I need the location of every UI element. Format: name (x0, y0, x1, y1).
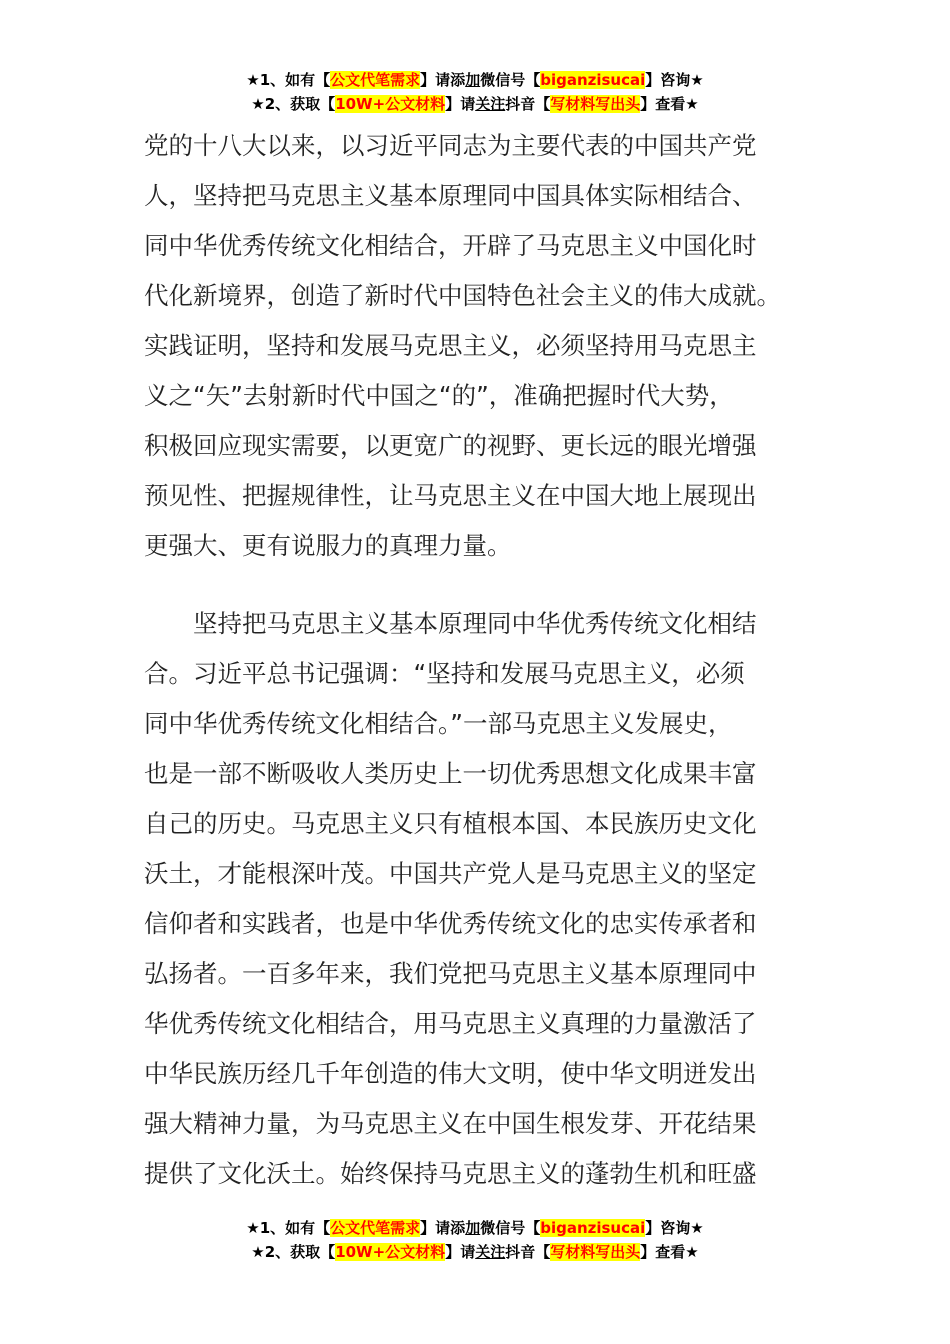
text-line: 预见性、把握规律性，让马克思主义在中国大地上展现出 (144, 481, 757, 510)
text-line: 合。习近平总书记强调：“坚持和发展马克思主义，必须 (144, 659, 745, 688)
banner-highlight: 写材料写出头 (550, 1243, 641, 1261)
banner-text: 】咨询★ (645, 1219, 704, 1237)
banner-text: ★1、如有【 (246, 1219, 331, 1237)
banner-line-2 (0, 92, 950, 116)
banner-underline: 关注 (475, 1243, 506, 1261)
text-line: 华优秀传统文化相结合，用马克思主义真理的力量激活了 (144, 1009, 757, 1038)
banner-highlight: 10W+公文材料 (335, 1243, 446, 1261)
banner-text: 微信号【 (480, 71, 541, 89)
banner-text: 】咨询★ (645, 71, 704, 89)
footer-banner (0, 1216, 950, 1264)
banner-underline: 关注 (475, 95, 506, 113)
banner-highlight: 公文代笔需求 (330, 71, 421, 89)
header-banner (0, 68, 950, 116)
banner-highlight: 10W+公文材料 (335, 95, 446, 113)
banner-text: ★1、如有【 (246, 71, 331, 89)
banner-highlight: 写材料写出头 (550, 95, 641, 113)
text-line: 强大精神力量，为马克思主义在中国生根发芽、开花结果 (144, 1109, 757, 1138)
banner-text: 】请添 (420, 71, 466, 89)
text-line: 积极回应现实需要，以更宽广的视野、更长远的眼光增强 (144, 431, 757, 460)
text-line: 同中华优秀传统文化相结合，开辟了马克思主义中国化时 (144, 231, 757, 260)
banner-underline: 加 (465, 1219, 481, 1237)
banner-highlight: biganzisucai (540, 71, 646, 89)
banner-text: ★2、获取【 (251, 1243, 336, 1261)
text-line: 弘扬者。一百多年来，我们党把马克思主义基本原理同中 (144, 959, 757, 988)
text-line: 更强大、更有说服力的真理力量。 (144, 531, 512, 560)
paragraph-2 (144, 599, 824, 1199)
text-line: 代化新境界，创造了新时代中国特色社会主义的伟大成就。 (144, 281, 781, 310)
text-line: 也是一部不断吸收人类历史上一切优秀思想文化成果丰富 (144, 759, 757, 788)
text-line: 义之“矢”去射新时代中国之“的”，准确把握时代大势， (144, 381, 734, 410)
banner-text: 抖音【 (505, 1243, 551, 1261)
banner-text: 】查看★ (640, 95, 699, 113)
banner-line-1 (0, 68, 950, 92)
text-line: 信仰者和实践者，也是中华优秀传统文化的忠实传承者和 (144, 909, 757, 938)
banner-text: 】请 (445, 1243, 476, 1261)
banner-underline: 加 (465, 71, 481, 89)
text-line: 提供了文化沃土。始终保持马克思主义的蓬勃生机和旺盛 (144, 1159, 757, 1188)
banner-line-2 (0, 1240, 950, 1264)
text-line: 中华民族历经几千年创造的伟大文明，使中华文明迸发出 (144, 1059, 757, 1088)
text-line: 人，坚持把马克思主义基本原理同中国具体实际相结合、 (144, 181, 757, 210)
text-line: 沃土，才能根深叶茂。中国共产党人是马克思主义的坚定 (144, 859, 757, 888)
banner-text: 】查看★ (640, 1243, 699, 1261)
document-body (144, 121, 824, 1199)
banner-text: 微信号【 (480, 1219, 541, 1237)
text-line: 同中华优秀传统文化相结合。”一部马克思主义发展史， (144, 709, 733, 738)
banner-line-1 (0, 1216, 950, 1240)
text-line: 党的十八大以来，以习近平同志为主要代表的中国共产党 (144, 131, 757, 160)
text-line: 自己的历史。马克思主义只有植根本国、本民族历史文化 (144, 809, 757, 838)
paragraph-1 (144, 121, 824, 571)
banner-highlight: 公文代笔需求 (330, 1219, 421, 1237)
text-line: 实践证明，坚持和发展马克思主义，必须坚持用马克思主 (144, 331, 757, 360)
banner-highlight: biganzisucai (540, 1219, 646, 1237)
banner-text: 】请 (445, 95, 476, 113)
text-line: 坚持把马克思主义基本原理同中华优秀传统文化相结 (193, 609, 757, 638)
banner-text: 抖音【 (505, 95, 551, 113)
banner-text: 】请添 (420, 1219, 466, 1237)
banner-text: ★2、获取【 (251, 95, 336, 113)
